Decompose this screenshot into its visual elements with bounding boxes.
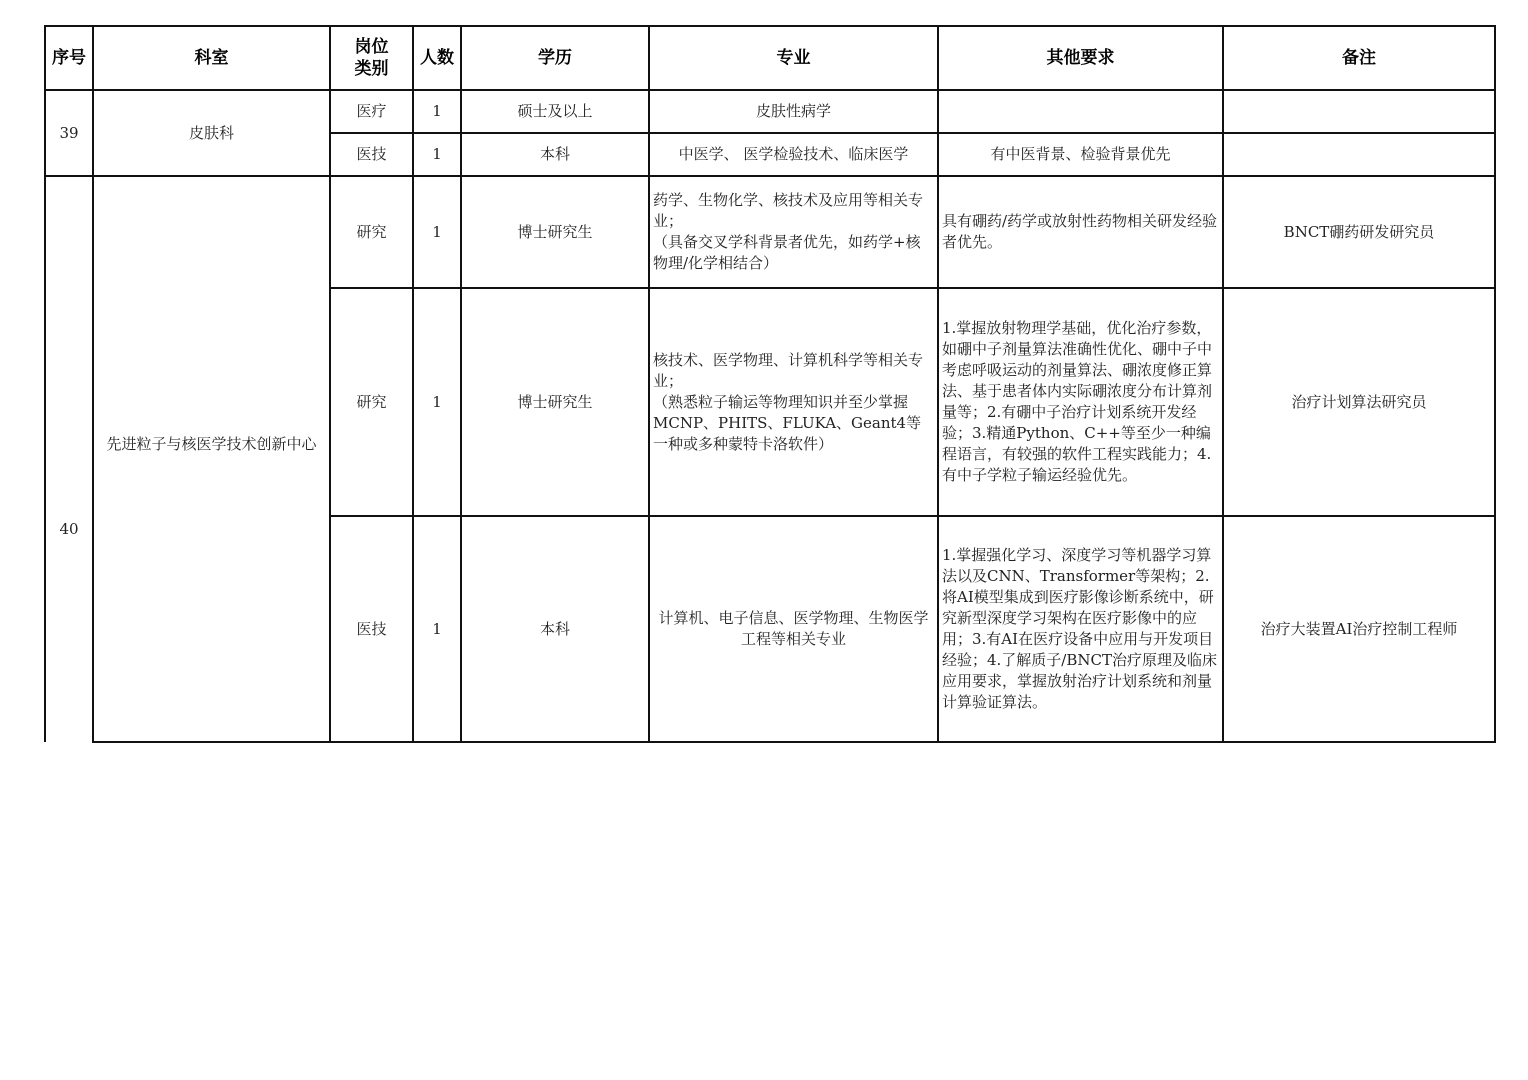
notes-cell: BNCT硼药研发研究员 <box>1223 176 1495 288</box>
dept-cell: 皮肤科 <box>93 90 330 176</box>
seq-cell: 40 <box>45 176 93 742</box>
header-count: 人数 <box>413 26 461 90</box>
education-cell: 本科 <box>461 516 649 742</box>
major-cell: 中医学、 医学检验技术、临床医学 <box>649 133 938 176</box>
header-requirements: 其他要求 <box>938 26 1223 90</box>
count-cell: 1 <box>413 516 461 742</box>
notes-cell <box>1223 133 1495 176</box>
requirements-cell <box>938 90 1223 133</box>
education-cell: 博士研究生 <box>461 176 649 288</box>
notes-cell: 治疗大装置AI治疗控制工程师 <box>1223 516 1495 742</box>
header-category: 岗位 类别 <box>330 26 413 90</box>
category-cell: 研究 <box>330 176 413 288</box>
notes-cell <box>1223 90 1495 133</box>
category-cell: 研究 <box>330 288 413 516</box>
education-cell: 硕士及以上 <box>461 90 649 133</box>
requirements-cell: 具有硼药/药学或放射性药物相关研发经验者优先。 <box>938 176 1223 288</box>
requirements-cell: 1.掌握强化学习、深度学习等机器学习算法以及CNN、Transformer等架构；2.将AI模型集成到医疗影像诊断系统中，研究新型深度学习架构在医疗影像中的应用；3.有AI在医疗设备中应用与开发项目经验；4.了解质子/BNCT治疗原理及临床应用要求，掌握放射治疗计划系统和剂量计算验证算法。 <box>938 516 1223 742</box>
major-cell: 计算机、电子信息、医学物理、生物医学工程等相关专业 <box>649 516 938 742</box>
category-cell: 医疗 <box>330 90 413 133</box>
count-cell: 1 <box>413 90 461 133</box>
category-cell: 医技 <box>330 133 413 176</box>
education-cell: 本科 <box>461 133 649 176</box>
major-cell: 核技术、医学物理、计算机科学等相关专业； （熟悉粒子输运等物理知识并至少掌握MCNP、PHITS、FLUKA、Geant4等一种或多种蒙特卡洛软件） <box>649 288 938 516</box>
major-cell: 皮肤性病学 <box>649 90 938 133</box>
header-row <box>45 26 1495 90</box>
count-cell: 1 <box>413 133 461 176</box>
seq-cell: 39 <box>45 90 93 176</box>
header-seq: 序号 <box>45 26 93 90</box>
major-cell: 药学、生物化学、核技术及应用等相关专业； （具备交叉学科背景者优先，如药学+核物理/化学相结合） <box>649 176 938 288</box>
notes-cell: 治疗计划算法研究员 <box>1223 288 1495 516</box>
requirements-cell: 1.掌握放射物理学基础，优化治疗参数，如硼中子剂量算法准确性优化、硼中子中考虑呼吸运动的剂量算法、硼浓度修正算法、基于患者体内实际硼浓度分布计算剂量等；2.有硼中子治疗计划系统开发经验；3.精通Python、C++等至少一种编程语言，有较强的软件工程实践能力；4.有中子学粒子输运经验优先。 <box>938 288 1223 516</box>
table-row <box>45 90 1495 133</box>
table-row <box>45 176 1495 288</box>
count-cell: 1 <box>413 288 461 516</box>
header-dept: 科室 <box>93 26 330 90</box>
header-education: 学历 <box>461 26 649 90</box>
category-cell: 医技 <box>330 516 413 742</box>
header-major: 专业 <box>649 26 938 90</box>
header-notes: 备注 <box>1223 26 1495 90</box>
education-cell: 博士研究生 <box>461 288 649 516</box>
count-cell: 1 <box>413 176 461 288</box>
recruitment-table <box>44 25 1496 743</box>
dept-cell: 先进粒子与核医学技术创新中心 <box>93 176 330 742</box>
requirements-cell: 有中医背景、检验背景优先 <box>938 133 1223 176</box>
